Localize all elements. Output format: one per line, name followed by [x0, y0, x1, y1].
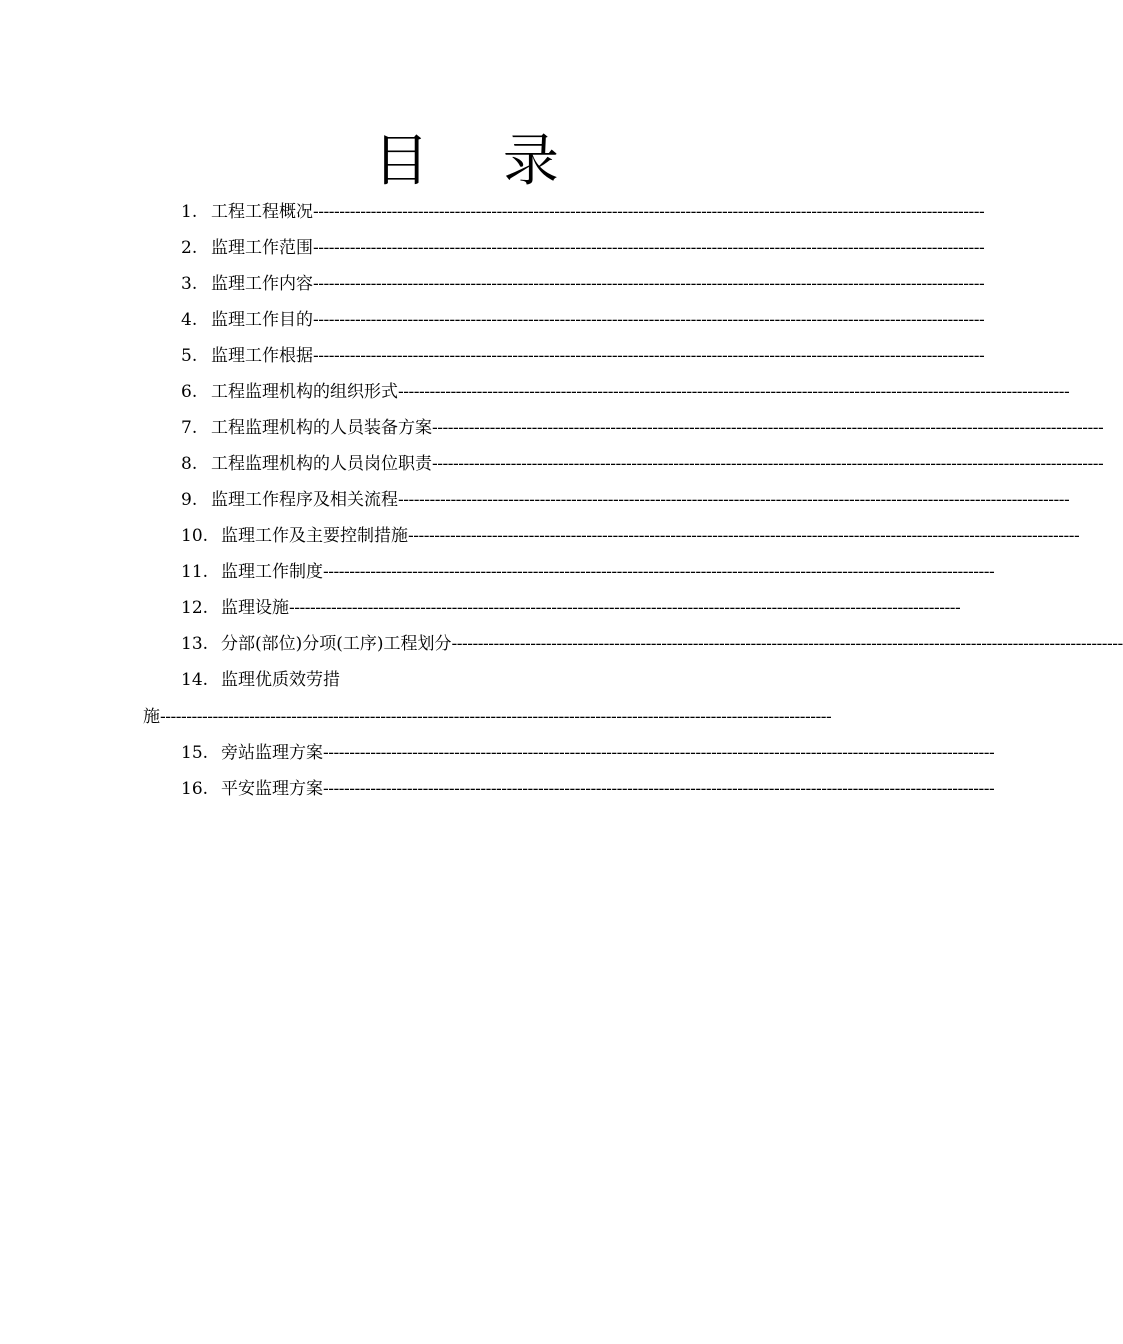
dot-leader: --------------------------------------------------------------------------------------------------------------------------------: [313, 202, 985, 222]
toc-entry-number: 15.: [181, 743, 209, 763]
dot-leader: --------------------------------------------------------------------------------------------------------------------------------: [398, 382, 1070, 402]
toc-entry-number: 13.: [181, 634, 209, 654]
dot-leader: --------------------------------------------------------------------------------------------------------------------------------: [432, 418, 1104, 438]
toc-entry-number: 10.: [181, 526, 209, 546]
toc-entry-number: 2.: [181, 238, 198, 258]
toc-entry-number: 14.: [181, 670, 209, 690]
toc-entry-text: 监理工作及主要控制措施: [221, 526, 408, 546]
toc-entry: [181, 776, 995, 802]
dot-leader: --------------------------------------------------------------------------------------------------------------------------------: [313, 310, 985, 330]
toc-entry-text: 工程工程概况: [211, 202, 313, 222]
toc-entry-number: 6.: [181, 382, 198, 402]
toc-entry-number: 8.: [181, 454, 198, 474]
toc-entry-text: 监理优质效劳措: [221, 670, 340, 690]
dot-leader: --------------------------------------------------------------------------------------------------------------------------------: [398, 490, 1070, 510]
toc-entry-text: 工程监理机构的人员岗位职责: [211, 454, 432, 474]
toc-entry-number: 12.: [181, 598, 209, 618]
toc-entry: [181, 523, 1080, 549]
toc-entry: [181, 667, 581, 693]
toc-entry: [181, 379, 1070, 405]
toc-entry-text: 工程监理机构的组织形式: [211, 382, 398, 402]
toc-entry: [181, 559, 995, 585]
toc-entry-continuation: [143, 704, 832, 730]
toc-entry-text: 监理工作目的: [211, 310, 313, 330]
toc-entry: [181, 343, 985, 369]
toc-entry: [181, 487, 1070, 513]
toc-entry: [181, 415, 1104, 441]
dot-leader: --------------------------------------------------------------------------------------------------------------------------------: [323, 562, 995, 582]
toc-entry-text: 监理工作程序及相关流程: [211, 490, 398, 510]
toc-entry-text: 旁站监理方案: [221, 743, 323, 763]
toc-entry: [181, 271, 985, 297]
toc-entry-number: 9.: [181, 490, 198, 510]
dot-leader: --------------------------------------------------------------------------------------------------------------------------------: [432, 454, 1104, 474]
dot-leader: --------------------------------------------------------------------------------------------------------------------------------: [408, 526, 1080, 546]
toc-entry-number: 5.: [181, 346, 198, 366]
toc-entry-text: 监理设施: [221, 598, 289, 618]
dot-leader: --------------------------------------------------------------------------------------------------------------------------------: [313, 346, 985, 366]
toc-entry-text: 平安监理方案: [221, 779, 323, 799]
dot-leader: --------------------------------------------------------------------------------------------------------------------------------: [160, 707, 832, 727]
toc-entry: [181, 307, 985, 333]
toc-entry: [181, 199, 985, 225]
dot-leader: --------------------------------------------------------------------------------------------------------------------------------: [451, 634, 1123, 654]
dot-leader: --------------------------------------------------------------------------------------------------------------------------------: [323, 779, 995, 799]
toc-entry-number: 4.: [181, 310, 198, 330]
dot-leader: --------------------------------------------------------------------------------------------------------------------------------: [313, 238, 985, 258]
dot-leader: --------------------------------------------------------------------------------------------------------------------------------: [313, 274, 985, 294]
toc-entry-text: 工程监理机构的人员装备方案: [211, 418, 432, 438]
toc-entry-number: 16.: [181, 779, 209, 799]
toc-entry: [181, 740, 995, 766]
toc-entry-text: 分部(部位)分项(工序)工程划分: [221, 634, 452, 654]
toc-entry-text: 监理工作根据: [211, 346, 313, 366]
toc-entry-number: 11.: [181, 562, 209, 582]
toc-entry-number: 1.: [181, 202, 198, 222]
toc-entry-number: 3.: [181, 274, 198, 294]
dot-leader: --------------------------------------------------------------------------------------------------------------------------------: [289, 598, 961, 618]
toc-entry-text: 监理工作制度: [221, 562, 323, 582]
toc-entry-text: 监理工作内容: [211, 274, 313, 294]
toc-entry: [181, 595, 961, 621]
page-title: 目 录: [373, 129, 587, 194]
toc-entry: [181, 631, 1123, 657]
toc-entry-number: 7.: [181, 418, 198, 438]
toc-entry-text: 监理工作范围: [211, 238, 313, 258]
dot-leader: --------------------------------------------------------------------------------------------------------------------------------: [323, 743, 995, 763]
toc-entry-text: 施: [143, 707, 160, 727]
toc-entry: [181, 235, 985, 261]
toc-entry: [181, 451, 1104, 477]
